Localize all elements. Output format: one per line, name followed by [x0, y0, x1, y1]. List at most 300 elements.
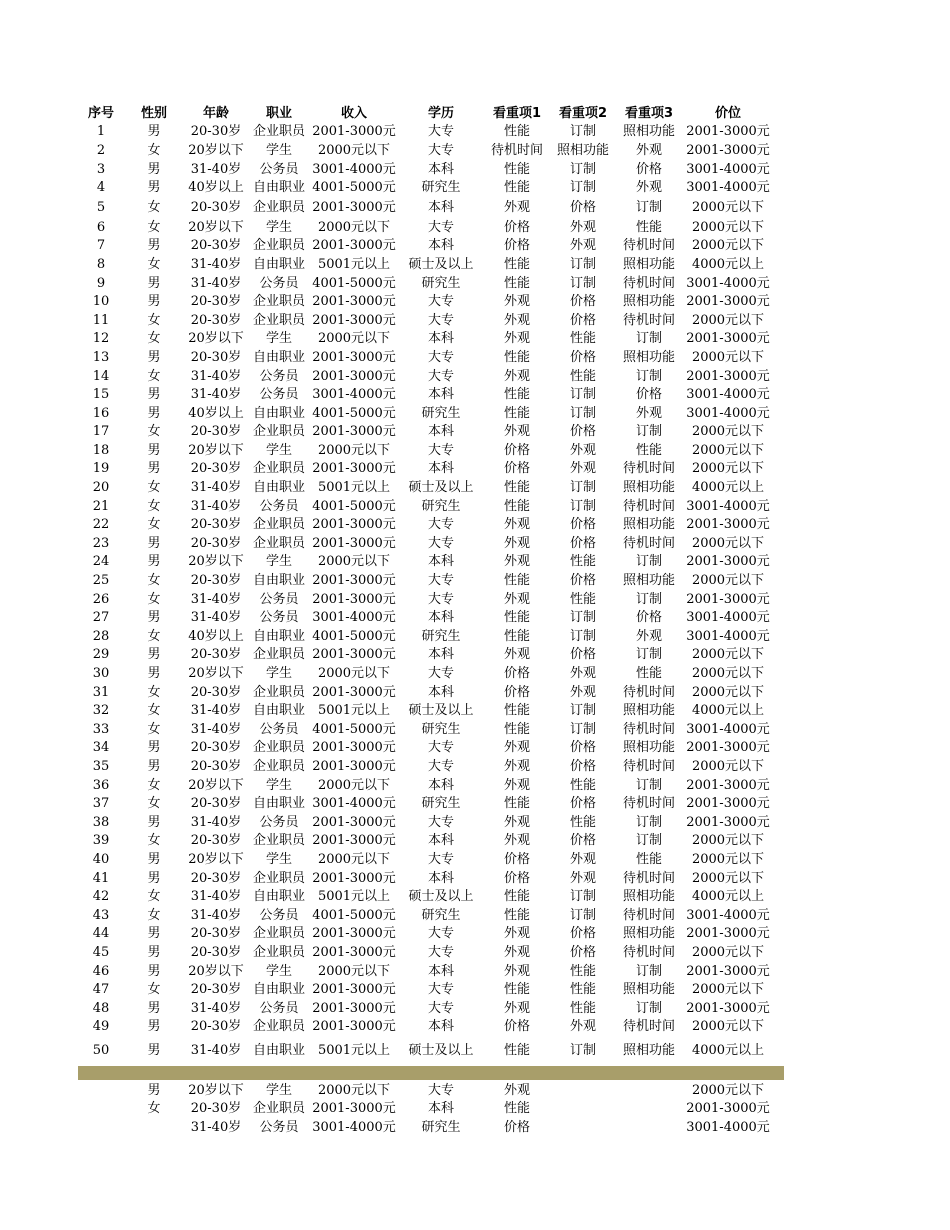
cell-priority1[interactable]: 外观: [503, 368, 530, 384]
cell-seq[interactable]: 40: [92, 851, 110, 867]
cell-income[interactable]: 2000元以下: [317, 331, 391, 347]
cell-gender[interactable]: 女: [147, 907, 161, 923]
cell-education[interactable]: 本科: [427, 331, 454, 347]
cell-priority1[interactable]: 性能: [503, 889, 530, 905]
cell-age[interactable]: 20岁以下: [188, 777, 244, 793]
cell-price[interactable]: 2001-3000元: [686, 926, 770, 942]
cell-gender[interactable]: 女: [147, 777, 161, 793]
cell-gender[interactable]: 男: [147, 554, 161, 570]
cell-occupation[interactable]: 企业职员: [252, 517, 305, 533]
cell-seq[interactable]: 15: [92, 387, 110, 403]
cell-priority2[interactable]: 订制: [569, 498, 596, 514]
cell-priority2[interactable]: 订制: [569, 628, 596, 644]
cell-priority1[interactable]: 性能: [503, 703, 530, 719]
cell-occupation[interactable]: 自由职业: [252, 573, 305, 589]
cell-priority2[interactable]: 性能: [569, 963, 596, 979]
cell-occupation[interactable]: 公务员: [259, 814, 299, 830]
cell-gender[interactable]: 女: [147, 498, 161, 514]
cell-seq[interactable]: 37: [92, 796, 110, 812]
cell-income[interactable]: 4001-5000元: [312, 907, 396, 923]
cell-gender[interactable]: 女: [147, 331, 161, 347]
cell-income[interactable]: 2001-3000元: [312, 926, 396, 942]
cell-priority1[interactable]: 外观: [503, 294, 530, 310]
cell-priority1[interactable]: 价格: [503, 442, 530, 458]
cell-seq[interactable]: 18: [92, 442, 110, 458]
cell-priority2[interactable]: 性能: [569, 982, 596, 998]
cell-price[interactable]: 2001-3000元: [686, 814, 770, 830]
cell-priority3[interactable]: 订制: [635, 424, 662, 440]
cell-occupation[interactable]: 学生: [265, 851, 292, 867]
cell-gender[interactable]: 男: [147, 405, 161, 421]
cell-occupation[interactable]: 企业职员: [252, 926, 305, 942]
cell-priority1[interactable]: 价格: [503, 851, 530, 867]
cell-seq[interactable]: 39: [92, 833, 110, 849]
cell-income[interactable]: 5001元以上: [317, 703, 391, 719]
cell-priority1[interactable]: 性能: [503, 796, 530, 812]
cell-age[interactable]: 31-40岁: [190, 387, 242, 403]
cell-price[interactable]: 4000元以上: [691, 256, 765, 272]
cell-priority2[interactable]: 外观: [569, 684, 596, 700]
cell-gender[interactable]: 男: [147, 1019, 161, 1035]
cell-education[interactable]: 本科: [427, 387, 454, 403]
cell-education[interactable]: 硕士及以上: [408, 256, 474, 272]
cell-seq[interactable]: 45: [92, 944, 110, 960]
cell-age[interactable]: 20-30岁: [190, 944, 242, 960]
header-cell-seq[interactable]: 序号: [87, 105, 114, 121]
cell-price[interactable]: 2000元以下: [691, 535, 765, 551]
cell-occupation[interactable]: 自由职业: [252, 480, 305, 496]
cell-priority3[interactable]: 照相功能: [622, 889, 675, 905]
cell-price[interactable]: 2000元以下: [691, 758, 765, 774]
cell-gender[interactable]: 女: [147, 796, 161, 812]
cell-age[interactable]: 20-30岁: [190, 124, 242, 140]
cell-seq[interactable]: 36: [92, 777, 110, 793]
cell-priority2[interactable]: 订制: [569, 161, 596, 177]
cell-price[interactable]: 3001-4000元: [686, 1119, 770, 1135]
cell-priority3[interactable]: 待机时间: [622, 721, 675, 737]
cell-price[interactable]: 2001-3000元: [686, 591, 770, 607]
cell-priority1[interactable]: 性能: [503, 982, 530, 998]
cell-education[interactable]: 本科: [427, 684, 454, 700]
cell-seq[interactable]: 12: [92, 331, 110, 347]
cell-occupation[interactable]: 自由职业: [252, 703, 305, 719]
cell-priority3[interactable]: 照相功能: [622, 480, 675, 496]
cell-gender[interactable]: 男: [147, 1042, 161, 1058]
cell-price[interactable]: 4000元以上: [691, 1042, 765, 1058]
cell-seq[interactable]: 1: [96, 124, 106, 140]
cell-age[interactable]: 20岁以下: [188, 963, 244, 979]
cell-income[interactable]: 2001-3000元: [312, 368, 396, 384]
cell-priority3[interactable]: 待机时间: [622, 684, 675, 700]
cell-education[interactable]: 研究生: [421, 907, 461, 923]
cell-income[interactable]: 2001-3000元: [312, 424, 396, 440]
cell-occupation[interactable]: 学生: [265, 1082, 292, 1098]
cell-gender[interactable]: 男: [147, 294, 161, 310]
cell-priority2[interactable]: 订制: [569, 405, 596, 421]
cell-price[interactable]: 2001-3000元: [686, 142, 770, 158]
cell-age[interactable]: 20-30岁: [190, 647, 242, 663]
cell-age[interactable]: 31-40岁: [190, 256, 242, 272]
cell-education[interactable]: 本科: [427, 161, 454, 177]
cell-income[interactable]: 2001-3000元: [312, 573, 396, 589]
cell-priority3[interactable]: 待机时间: [622, 796, 675, 812]
cell-income[interactable]: 2000元以下: [317, 442, 391, 458]
cell-age[interactable]: 20-30岁: [190, 461, 242, 477]
cell-education[interactable]: 研究生: [421, 721, 461, 737]
cell-priority1[interactable]: 外观: [503, 535, 530, 551]
cell-seq[interactable]: 43: [92, 907, 110, 923]
cell-income[interactable]: 2001-3000元: [312, 1101, 396, 1117]
cell-gender[interactable]: 男: [147, 610, 161, 626]
cell-occupation[interactable]: 公务员: [259, 721, 299, 737]
cell-seq[interactable]: 5: [96, 199, 106, 215]
cell-priority3[interactable]: 外观: [635, 180, 662, 196]
cell-priority2[interactable]: 价格: [569, 833, 596, 849]
cell-priority3[interactable]: 订制: [635, 1000, 662, 1016]
cell-occupation[interactable]: 公务员: [259, 368, 299, 384]
cell-priority2[interactable]: 性能: [569, 814, 596, 830]
cell-gender[interactable]: 男: [147, 926, 161, 942]
header-cell-education[interactable]: 学历: [427, 105, 454, 121]
cell-education[interactable]: 本科: [427, 424, 454, 440]
cell-gender[interactable]: 男: [147, 349, 161, 365]
cell-priority2[interactable]: 价格: [569, 740, 596, 756]
cell-seq[interactable]: 13: [92, 349, 110, 365]
cell-occupation[interactable]: 企业职员: [252, 124, 305, 140]
cell-price[interactable]: 2000元以下: [691, 461, 765, 477]
cell-education[interactable]: 硕士及以上: [408, 703, 474, 719]
cell-income[interactable]: 2001-3000元: [312, 1000, 396, 1016]
cell-seq[interactable]: 3: [96, 161, 106, 177]
cell-priority1[interactable]: 性能: [503, 256, 530, 272]
cell-gender[interactable]: 女: [147, 628, 161, 644]
cell-priority2[interactable]: 订制: [569, 275, 596, 291]
cell-occupation[interactable]: 公务员: [259, 498, 299, 514]
cell-income[interactable]: 3001-4000元: [312, 1119, 396, 1135]
cell-education[interactable]: 大专: [427, 982, 454, 998]
cell-income[interactable]: 5001元以上: [317, 1042, 391, 1058]
cell-age[interactable]: 31-40岁: [190, 591, 242, 607]
cell-age[interactable]: 31-40岁: [190, 814, 242, 830]
cell-seq[interactable]: 30: [92, 666, 110, 682]
cell-priority2[interactable]: 性能: [569, 591, 596, 607]
cell-price[interactable]: 2001-3000元: [686, 1101, 770, 1117]
cell-seq[interactable]: 46: [92, 963, 110, 979]
cell-priority2[interactable]: 价格: [569, 796, 596, 812]
cell-income[interactable]: 4001-5000元: [312, 180, 396, 196]
cell-income[interactable]: 2001-3000元: [312, 758, 396, 774]
cell-seq[interactable]: 35: [92, 758, 110, 774]
cell-education[interactable]: 研究生: [421, 498, 461, 514]
cell-priority3[interactable]: 照相功能: [622, 517, 675, 533]
cell-priority2[interactable]: 价格: [569, 294, 596, 310]
cell-occupation[interactable]: 公务员: [259, 1000, 299, 1016]
cell-priority3[interactable]: 性能: [635, 851, 662, 867]
cell-age[interactable]: 20-30岁: [190, 349, 242, 365]
cell-priority1[interactable]: 性能: [503, 1042, 530, 1058]
cell-occupation[interactable]: 公务员: [259, 275, 299, 291]
cell-price[interactable]: 2000元以下: [691, 573, 765, 589]
header-cell-age[interactable]: 年龄: [202, 105, 229, 121]
cell-income[interactable]: 2001-3000元: [312, 944, 396, 960]
cell-priority1[interactable]: 性能: [503, 907, 530, 923]
cell-seq[interactable]: 20: [92, 480, 110, 496]
cell-seq[interactable]: 49: [92, 1019, 110, 1035]
cell-priority1[interactable]: 性能: [503, 610, 530, 626]
cell-priority2[interactable]: 外观: [569, 851, 596, 867]
cell-occupation[interactable]: 自由职业: [252, 1042, 305, 1058]
cell-priority3[interactable]: 照相功能: [622, 124, 675, 140]
cell-priority1[interactable]: 外观: [503, 1082, 530, 1098]
cell-occupation[interactable]: 企业职员: [252, 199, 305, 215]
cell-priority3[interactable]: 待机时间: [622, 907, 675, 923]
cell-gender[interactable]: 女: [147, 368, 161, 384]
cell-occupation[interactable]: 公务员: [259, 907, 299, 923]
cell-occupation[interactable]: 企业职员: [252, 1019, 305, 1035]
cell-gender[interactable]: 女: [147, 833, 161, 849]
cell-priority3[interactable]: 待机时间: [622, 758, 675, 774]
cell-price[interactable]: 2000元以下: [691, 1082, 765, 1098]
cell-age[interactable]: 31-40岁: [190, 275, 242, 291]
cell-gender[interactable]: 男: [147, 740, 161, 756]
cell-gender[interactable]: 女: [147, 424, 161, 440]
cell-age[interactable]: 20岁以下: [188, 442, 244, 458]
cell-income[interactable]: 2001-3000元: [312, 647, 396, 663]
cell-gender[interactable]: 男: [147, 963, 161, 979]
cell-priority1[interactable]: 性能: [503, 349, 530, 365]
cell-education[interactable]: 硕士及以上: [408, 889, 474, 905]
cell-age[interactable]: 20岁以下: [188, 554, 244, 570]
cell-priority3[interactable]: 待机时间: [622, 238, 675, 254]
cell-gender[interactable]: 女: [147, 703, 161, 719]
cell-income[interactable]: 2001-3000元: [312, 740, 396, 756]
cell-age[interactable]: 20岁以下: [188, 142, 244, 158]
cell-occupation[interactable]: 企业职员: [252, 684, 305, 700]
cell-priority2[interactable]: 价格: [569, 926, 596, 942]
cell-price[interactable]: 2000元以下: [691, 851, 765, 867]
cell-education[interactable]: 本科: [427, 833, 454, 849]
cell-occupation[interactable]: 企业职员: [252, 312, 305, 328]
cell-occupation[interactable]: 公务员: [259, 610, 299, 626]
cell-priority2[interactable]: 外观: [569, 219, 596, 235]
cell-income[interactable]: 2001-3000元: [312, 684, 396, 700]
cell-price[interactable]: 3001-4000元: [686, 628, 770, 644]
cell-priority3[interactable]: 外观: [635, 142, 662, 158]
cell-gender[interactable]: 女: [147, 721, 161, 737]
cell-priority3[interactable]: 待机时间: [622, 275, 675, 291]
cell-priority1[interactable]: 价格: [503, 461, 530, 477]
cell-gender[interactable]: 男: [147, 180, 161, 196]
cell-income[interactable]: 2001-3000元: [312, 312, 396, 328]
cell-age[interactable]: 31-40岁: [190, 498, 242, 514]
header-cell-income[interactable]: 收入: [340, 105, 367, 121]
cell-seq[interactable]: 7: [96, 238, 106, 254]
cell-education[interactable]: 大专: [427, 219, 454, 235]
cell-priority3[interactable]: 照相功能: [622, 740, 675, 756]
header-cell-occupation[interactable]: 职业: [265, 105, 292, 121]
cell-education[interactable]: 硕士及以上: [408, 480, 474, 496]
cell-income[interactable]: 2001-3000元: [312, 238, 396, 254]
cell-occupation[interactable]: 学生: [265, 442, 292, 458]
cell-income[interactable]: 2000元以下: [317, 777, 391, 793]
cell-gender[interactable]: 男: [147, 238, 161, 254]
cell-occupation[interactable]: 自由职业: [252, 180, 305, 196]
cell-gender[interactable]: 女: [147, 517, 161, 533]
cell-priority1[interactable]: 外观: [503, 424, 530, 440]
cell-occupation[interactable]: 企业职员: [252, 238, 305, 254]
cell-age[interactable]: 20-30岁: [190, 535, 242, 551]
cell-gender[interactable]: 女: [147, 480, 161, 496]
cell-priority2[interactable]: 价格: [569, 573, 596, 589]
cell-education[interactable]: 大专: [427, 666, 454, 682]
cell-price[interactable]: 3001-4000元: [686, 907, 770, 923]
cell-occupation[interactable]: 企业职员: [252, 535, 305, 551]
cell-age[interactable]: 20-30岁: [190, 796, 242, 812]
cell-priority1[interactable]: 外观: [503, 963, 530, 979]
cell-price[interactable]: 2001-3000元: [686, 554, 770, 570]
cell-priority1[interactable]: 性能: [503, 124, 530, 140]
cell-priority3[interactable]: 照相功能: [622, 982, 675, 998]
cell-occupation[interactable]: 自由职业: [252, 796, 305, 812]
cell-priority2[interactable]: 订制: [569, 889, 596, 905]
cell-education[interactable]: 大专: [427, 740, 454, 756]
cell-priority3[interactable]: 照相功能: [622, 703, 675, 719]
cell-education[interactable]: 大专: [427, 851, 454, 867]
cell-education[interactable]: 大专: [427, 573, 454, 589]
cell-priority1[interactable]: 外观: [503, 814, 530, 830]
cell-occupation[interactable]: 自由职业: [252, 349, 305, 365]
cell-priority1[interactable]: 待机时间: [490, 142, 543, 158]
cell-age[interactable]: 31-40岁: [190, 889, 242, 905]
cell-age[interactable]: 31-40岁: [190, 721, 242, 737]
cell-occupation[interactable]: 公务员: [259, 387, 299, 403]
cell-age[interactable]: 20-30岁: [190, 1101, 242, 1117]
cell-price[interactable]: 2001-3000元: [686, 124, 770, 140]
cell-education[interactable]: 本科: [427, 461, 454, 477]
cell-seq[interactable]: 4: [96, 180, 106, 196]
cell-priority2[interactable]: 订制: [569, 907, 596, 923]
cell-income[interactable]: 4001-5000元: [312, 275, 396, 291]
cell-priority1[interactable]: 外观: [503, 331, 530, 347]
cell-seq[interactable]: 28: [92, 628, 110, 644]
cell-education[interactable]: 研究生: [421, 796, 461, 812]
cell-seq[interactable]: 29: [92, 647, 110, 663]
cell-education[interactable]: 研究生: [421, 180, 461, 196]
cell-gender[interactable]: 女: [147, 219, 161, 235]
cell-gender[interactable]: 男: [147, 647, 161, 663]
cell-priority2[interactable]: 价格: [569, 647, 596, 663]
cell-priority1[interactable]: 外观: [503, 758, 530, 774]
cell-priority3[interactable]: 性能: [635, 666, 662, 682]
cell-gender[interactable]: 女: [147, 684, 161, 700]
cell-income[interactable]: 3001-4000元: [312, 387, 396, 403]
cell-priority3[interactable]: 性能: [635, 219, 662, 235]
cell-priority3[interactable]: 照相功能: [622, 1042, 675, 1058]
cell-gender[interactable]: 女: [147, 591, 161, 607]
cell-priority2[interactable]: 性能: [569, 554, 596, 570]
cell-education[interactable]: 硕士及以上: [408, 1042, 474, 1058]
cell-priority2[interactable]: 订制: [569, 480, 596, 496]
cell-seq[interactable]: 50: [92, 1042, 110, 1058]
cell-income[interactable]: 5001元以上: [317, 256, 391, 272]
cell-priority1[interactable]: 价格: [503, 219, 530, 235]
cell-priority3[interactable]: 订制: [635, 368, 662, 384]
cell-gender[interactable]: 男: [147, 275, 161, 291]
cell-priority3[interactable]: 照相功能: [622, 294, 675, 310]
cell-price[interactable]: 4000元以上: [691, 480, 765, 496]
cell-age[interactable]: 20-30岁: [190, 238, 242, 254]
cell-seq[interactable]: 14: [92, 368, 110, 384]
cell-seq[interactable]: 25: [92, 573, 110, 589]
cell-priority1[interactable]: 外观: [503, 199, 530, 215]
cell-age[interactable]: 20-30岁: [190, 758, 242, 774]
cell-seq[interactable]: 48: [92, 1000, 110, 1016]
cell-priority1[interactable]: 外观: [503, 1000, 530, 1016]
cell-income[interactable]: 3001-4000元: [312, 610, 396, 626]
cell-priority2[interactable]: 价格: [569, 424, 596, 440]
cell-priority3[interactable]: 待机时间: [622, 535, 675, 551]
cell-priority3[interactable]: 待机时间: [622, 870, 675, 886]
cell-priority3[interactable]: 订制: [635, 591, 662, 607]
cell-gender[interactable]: 男: [147, 387, 161, 403]
cell-age[interactable]: 31-40岁: [190, 703, 242, 719]
cell-price[interactable]: 2001-3000元: [686, 517, 770, 533]
cell-occupation[interactable]: 企业职员: [252, 294, 305, 310]
cell-priority3[interactable]: 价格: [635, 387, 662, 403]
cell-priority2[interactable]: 价格: [569, 758, 596, 774]
cell-age[interactable]: 20岁以下: [188, 851, 244, 867]
cell-education[interactable]: 本科: [427, 963, 454, 979]
cell-price[interactable]: 3001-4000元: [686, 498, 770, 514]
cell-price[interactable]: 2001-3000元: [686, 294, 770, 310]
cell-education[interactable]: 大专: [427, 1082, 454, 1098]
cell-priority1[interactable]: 价格: [503, 238, 530, 254]
cell-education[interactable]: 大专: [427, 442, 454, 458]
cell-priority1[interactable]: 性能: [503, 275, 530, 291]
cell-education[interactable]: 本科: [427, 1101, 454, 1117]
cell-seq[interactable]: 2: [96, 142, 106, 158]
cell-price[interactable]: 3001-4000元: [686, 610, 770, 626]
cell-gender[interactable]: 男: [147, 851, 161, 867]
cell-priority3[interactable]: 订制: [635, 647, 662, 663]
cell-occupation[interactable]: 学生: [265, 142, 292, 158]
cell-education[interactable]: 本科: [427, 610, 454, 626]
cell-age[interactable]: 20岁以下: [188, 1082, 244, 1098]
cell-priority3[interactable]: 外观: [635, 405, 662, 421]
cell-education[interactable]: 本科: [427, 870, 454, 886]
cell-education[interactable]: 本科: [427, 647, 454, 663]
cell-gender[interactable]: 男: [147, 1000, 161, 1016]
cell-priority2[interactable]: 订制: [569, 610, 596, 626]
cell-price[interactable]: 4000元以上: [691, 889, 765, 905]
cell-gender[interactable]: 女: [147, 142, 161, 158]
cell-income[interactable]: 2001-3000元: [312, 294, 396, 310]
cell-education[interactable]: 本科: [427, 777, 454, 793]
cell-priority1[interactable]: 性能: [503, 161, 530, 177]
cell-age[interactable]: 20-30岁: [190, 740, 242, 756]
cell-age[interactable]: 31-40岁: [190, 610, 242, 626]
cell-education[interactable]: 研究生: [421, 628, 461, 644]
cell-priority1[interactable]: 外观: [503, 740, 530, 756]
cell-age[interactable]: 31-40岁: [190, 1119, 242, 1135]
cell-age[interactable]: 31-40岁: [190, 907, 242, 923]
cell-age[interactable]: 20-30岁: [190, 982, 242, 998]
cell-price[interactable]: 2000元以下: [691, 647, 765, 663]
cell-priority3[interactable]: 价格: [635, 610, 662, 626]
cell-occupation[interactable]: 公务员: [259, 591, 299, 607]
cell-education[interactable]: 大专: [427, 124, 454, 140]
cell-seq[interactable]: 9: [96, 275, 106, 291]
